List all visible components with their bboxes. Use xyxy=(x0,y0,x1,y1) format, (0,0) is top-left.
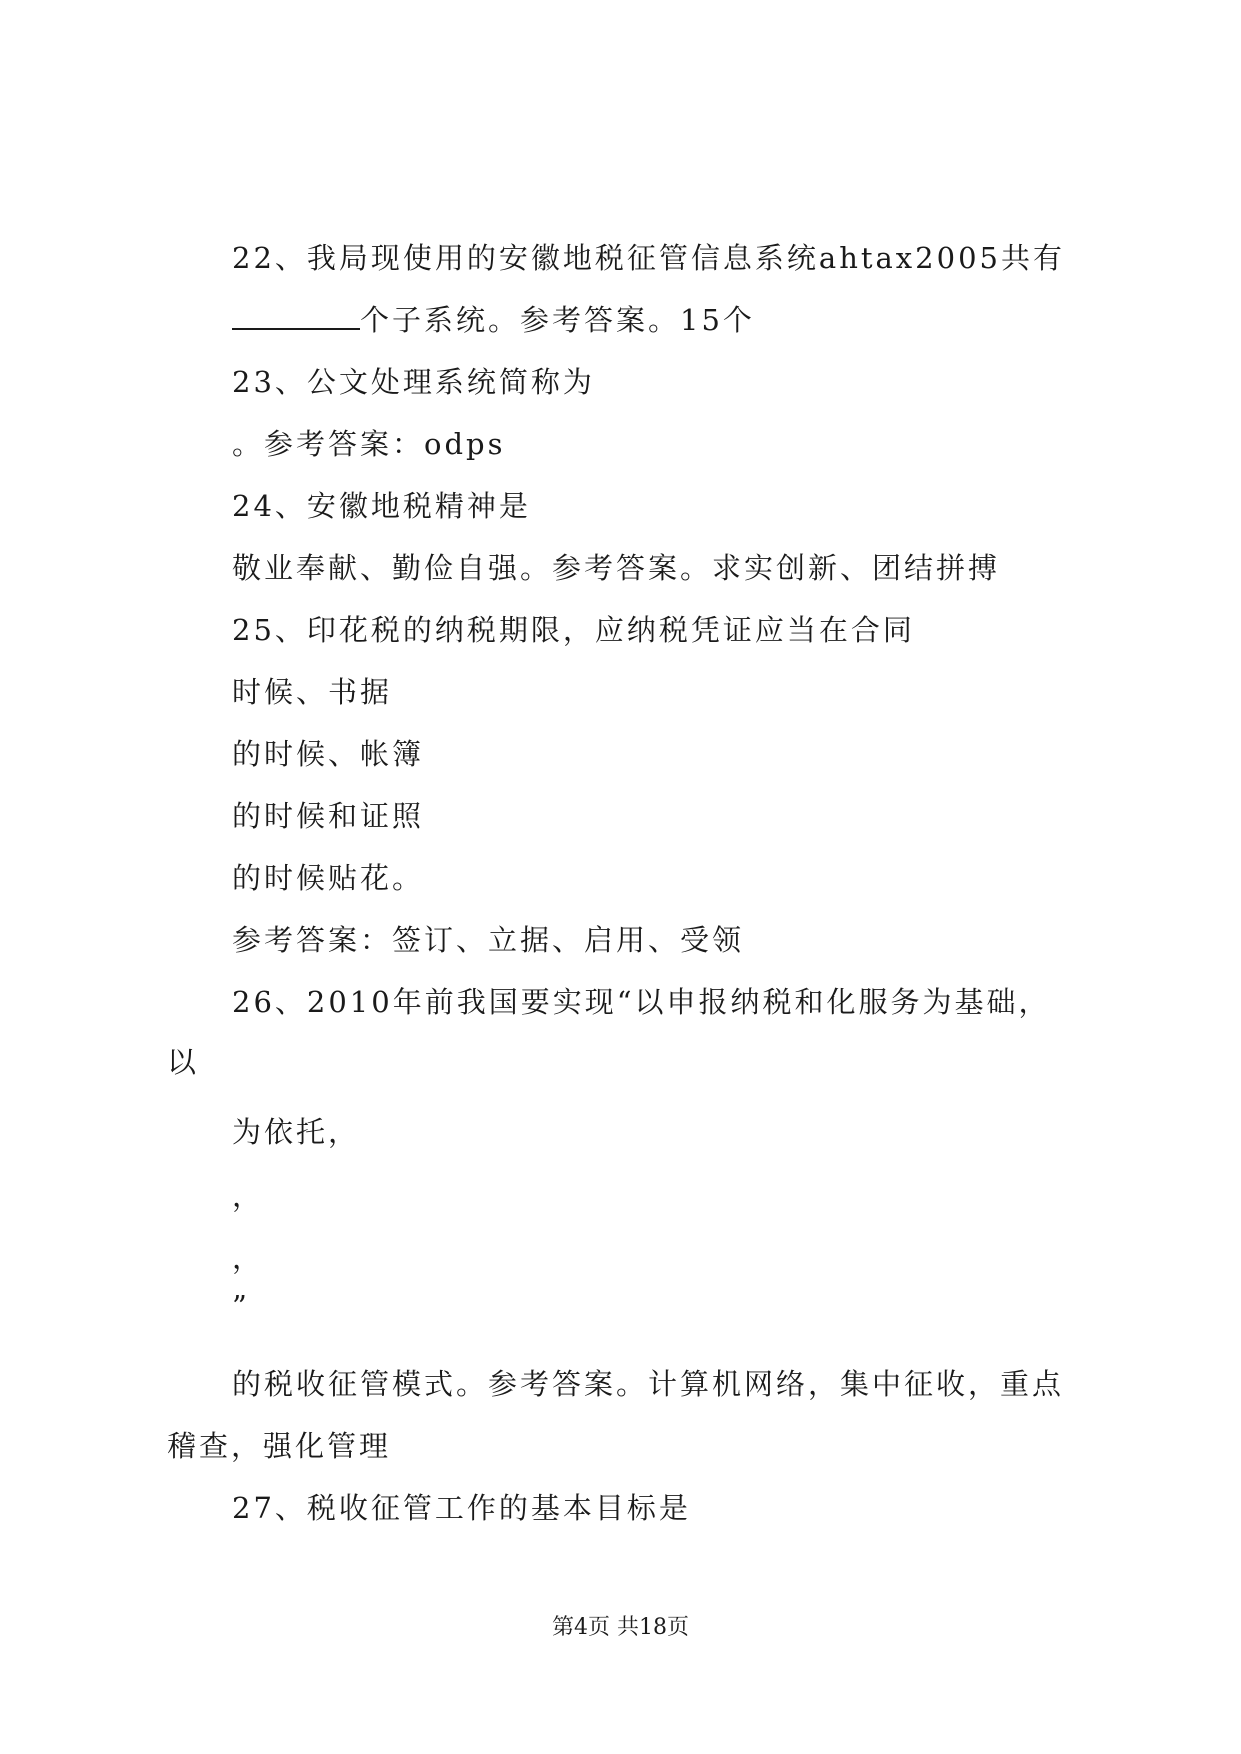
question-26-line-2: 以 xyxy=(167,1045,200,1079)
question-25-line-2: 时候、书据 xyxy=(232,675,393,709)
question-23-answer: 。参考答案：odps xyxy=(232,427,506,461)
question-26-close-quote: ” xyxy=(232,1289,250,1323)
question-24-answer: 敬业奉献、勤俭自强。参考答案。求实创新、团结拼搏 xyxy=(232,551,1001,585)
page-footer: 第4页 共18页 xyxy=(552,1615,689,1640)
question-24-line-1: 24、安徽地税精神是 xyxy=(232,489,531,523)
question-25-line-4: 的时候和证照 xyxy=(232,799,425,833)
question-25-line-1: 25、印花税的纳税期限，应纳税凭证应当在合同 xyxy=(232,613,915,647)
question-22-line-2 xyxy=(232,302,755,338)
question-26-line-1: 26、2010年前我国要实现“以申报纳税和化服务为基础， xyxy=(232,985,1051,1019)
question-22-answer: 个子系统。参考答案。15个 xyxy=(360,303,755,337)
question-26-comma-2: ， xyxy=(232,1241,265,1275)
question-27-line-1: 27、税收征管工作的基本目标是 xyxy=(232,1491,691,1525)
question-25-line-3: 的时候、帐簿 xyxy=(232,737,425,771)
answer-blank xyxy=(232,304,360,330)
question-26-line-3: 为依托， xyxy=(232,1115,361,1149)
question-23-line-1: 23、公文处理系统简称为 xyxy=(232,365,595,399)
question-26-answer-line-1: 的税收征管模式。参考答案。计算机网络，集中征收，重点 xyxy=(232,1367,1065,1401)
question-26-answer-line-2: 稽查，强化管理 xyxy=(167,1429,392,1463)
question-25-answer: 参考答案：签订、立据、启用、受领 xyxy=(232,923,745,957)
question-25-line-5: 的时候贴花。 xyxy=(232,861,425,895)
question-26-comma-1: ， xyxy=(232,1179,265,1213)
question-22-line-1: 22、我局现使用的安徽地税征管信息系统ahtax2005共有 xyxy=(232,241,1065,275)
